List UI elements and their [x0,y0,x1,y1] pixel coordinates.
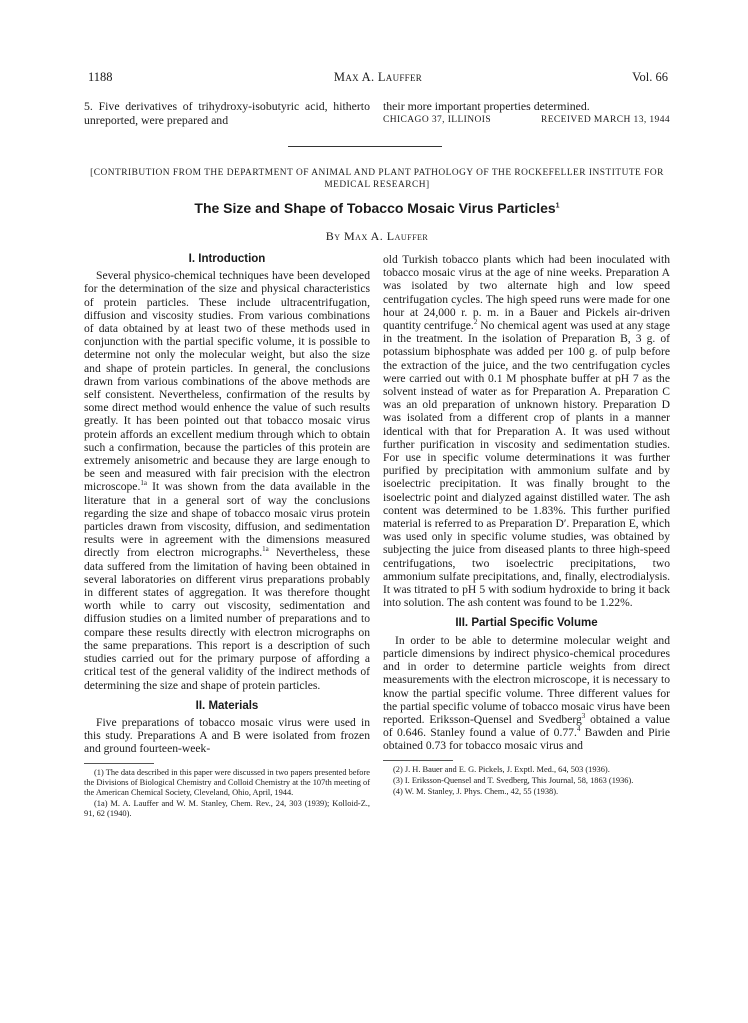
previous-article-conclusion [84,99,370,127]
specific-volume-paragraph [383,634,670,753]
page-number: 1188 [88,70,113,84]
left-column [84,253,370,820]
footnote-2: (2) J. H. Bauer and E. G. Pickels, J. Exptl. Med., 64, 503 (1936). [393,764,610,774]
materials-paragraph-start: Five preparations of tobacco mosaic virus were used in this study. Preparations A and B were isolated from frozen and ground fourteen-week- [84,715,370,756]
affiliation-city: CHICAGO 37, ILLINOIS [383,115,492,125]
footnote-rule [84,763,154,764]
sv-ref-4: 4 [576,725,581,734]
sv-text-1: In order to be able to determine molecular weight and particle dimensions by indirect physico-chemical procedures and in order to determine particle weights from direct measurements with the electron microscope, it is necessary to know the partial specific volume. Three different values for the partial specific volume of tobacco mosaic virus have been reported. Eriksson-Quensel and Svedberg [383,633,670,726]
section-heading-materials: II. Materials [195,699,259,712]
contribution-note: [CONTRIBUTION FROM THE DEPARTMENT OF ANIMAL AND PLANT PATHOLOGY OF THE ROCKEFELLER INSTITUTE FOR MEDICAL RESEARCH] [90,168,664,190]
introduction-paragraph [84,269,370,692]
section-heading-introduction: I. Introduction [188,253,266,265]
running-head [88,70,668,86]
sv-text-3: Bawden and Pirie obtained 0.73 for tobacco mosaic virus and [383,726,670,753]
received-date: RECEIVED MARCH 13, 1944 [540,115,670,125]
materials-paragraph-continued [383,253,670,609]
footnote-rule-right [383,760,453,761]
running-head-author: Max A. Lauffer [333,70,423,84]
byline: By Max A. Lauffer [325,229,429,243]
previous-article-end [383,99,670,127]
footnote-4: (4) W. M. Stanley, J. Phys. Chem., 42, 55 (1938). [393,786,559,796]
previous-article-text: 5. Five derivatives of trihydroxy-isobutyric acid, hitherto unreported, were prepared and [84,99,370,127]
sv-text-2: obtained a value of 0.646. Stanley found a value of 0.77. [383,712,670,740]
intro-ref-1: 1a [140,479,147,488]
materials-ref-2: 2 [473,318,478,327]
article-separator-rule [288,146,442,147]
right-column [383,253,670,798]
section-heading-partial-specific-volume: III. Partial Specific Volume [455,617,598,630]
title-footnote-marker: 1 [555,202,560,210]
materials-text-1: old Turkish tobacco plants which had been inoculated with tobacco mosaic virus at the age of nine weeks. Preparation A was isolated by two alternate high and low speed centrifugation cycles. The high speed runs were made for one hour at 24,000 r. p. m. in a Bauer and Pickels air-driven quantity centrifuge. [383,253,670,333]
footnote-1a: (1a) M. A. Lauffer and W. M. Stanley, Chem. Rev., 24, 303 (1939); Kolloid-Z., 91, 62 (1940). [84,798,370,818]
intro-ref-2: 1a [262,545,269,554]
article-title [84,200,670,216]
sv-ref-3: 3 [581,712,586,721]
intro-text-3: Nevertheless, these data suffered from the limitation of having been obtained in several laboratories on different virus preparations probably in different states of aggregation. It was therefore thought worth while to carry out viscosity, sedimentation and diffusion studies on a limited number of preparations and to compare these results directly with electron micrographs on the same preparations. This report is a description of such studies carried out for the primary purpose of affording a critical test of the general validity of the indirect methods of determining the size and shape of protein particles. [84,546,370,692]
volume-label: Vol. 66 [632,70,668,84]
received-line [383,113,670,127]
materials-text-2: No chemical agent was used at any stage in the treatment. In the isolation of Preparation B, 3 g. of potassium biphosphate was added per 100 g. of pulp before the extraction of the juice, and the two centrifugation cycles were carried out with 0.1 M phosphate buffer at pH 7 as the solvent instead of water as for Preparation A. Preparation C was an old preparation of unknown history. Preparation D was isolated from a different crop of plants in a manner identical with that for Preparation A. It was used without further purification in viscosity and sedimentation studies. For use in specific volume determinations it was further purified by precipitation with ammonium sulfate and by isoelectric precipitation. It was finally brought to the isoelectric point and dialyzed against distilled water. The ash content was determined to be 1.83%. This further purified material is referred to as Preparation D′. Preparation E, which was used only in specific volume studies, was obtained by subjecting the juice from diseased plants to three high-speed centrifugations, two isoelectric precipitations, two ammonium sulfate precipitations, and, finally, electrodialysis. It was titrated to pH 5 with sodium hydroxide to bring it back into solution. The ash content was found to be 1.22%. [383,319,670,610]
footnote-1: (1) The data described in this paper were discussed in two papers presented before the Divisions of Biological Chemistry and Colloid Chemistry at the 107th meeting of the American Chemical Society, Cleveland, Ohio, April, 1944. [84,767,370,797]
previous-article-text-end: their more important properties determined. [383,99,590,113]
footnote-3: (3) I. Eriksson-Quensel and T. Svedberg, This Journal, 58, 1863 (1936). [393,775,634,785]
article-title-text: The Size and Shape of Tobacco Mosaic Virus Particles [194,200,556,216]
intro-text-2: It was shown from the data available in the literature that in a general sort of way the conclusions regarding the size and shape of tobacco mosaic virus protein particles drawn from viscosity, diffusion, and sedimentation results were in agreement with the dimensions measured directly from electron micrographs. [84,480,370,560]
intro-text-1: Several physico-chemical techniques have been developed for the determination of the size and physical characteristics of protein particles. These include ultracentrifugation, diffusion and viscosity studies. From various combinations of data obtained by at least two of these methods used in conjunction with the partial specific volume, it is possible to determine not only the molecular weight, but also the size and shape of protein particles. In general, the conclusions drawn from various combinations of the above methods are self consistent. Nevertheless, confirmation of the results by some direct method would enhence the value of such results greatly. It has been pointed out that tobacco mosaic virus protein affords an excellent medium through which to obtain such a confirmation, because the particles of this protein are extremely anisometric and because they are large enough to be seen and measured with fair precision with the electron microscope. [84,269,370,494]
